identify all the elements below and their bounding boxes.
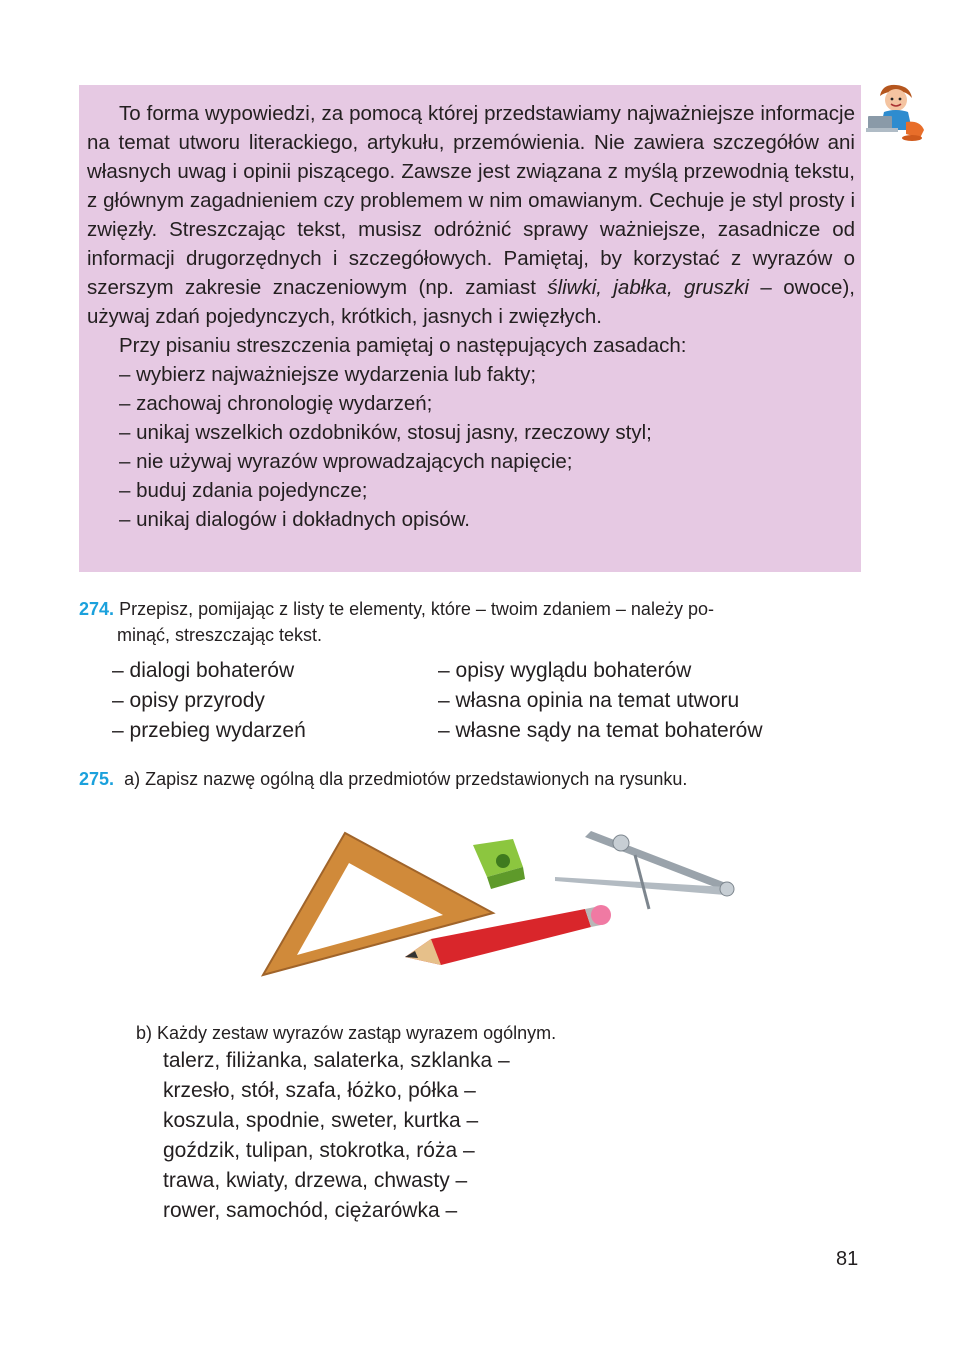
rule-item: – buduj zdania pojedyncze;: [119, 479, 368, 502]
exercise-part-a: a) Zapisz nazwę ogólną dla przedmiotów przedstawionych na rysunku.: [124, 769, 688, 789]
compass-icon: [555, 831, 734, 909]
info-paragraph-2: Przy pisaniu streszczenia pamiętaj o następujących zasadach:: [119, 334, 687, 357]
school-supplies-illustration: [255, 815, 745, 990]
word-set: goździk, tulipan, stokrotka, róża –: [163, 1139, 475, 1162]
rule-item: – zachowaj chronologię wydarzeń;: [119, 392, 433, 415]
rule-item: – unikaj dialogów i dokładnych opisów.: [119, 508, 471, 531]
exercise-274-line1: [79, 596, 869, 622]
info-text-end: – owoce), używaj zdań pojedynczych, krótkich, jasnych i zwięzłych.: [87, 276, 855, 328]
rule-item: – nie używaj wyrazów wprowadzających napięcie;: [119, 450, 573, 473]
list-item: – opisy przyrody: [112, 689, 265, 712]
boy-with-laptop-icon: [862, 82, 928, 142]
info-box: [79, 85, 861, 572]
word-set: koszula, spodnie, sweter, kurtka –: [163, 1109, 479, 1132]
rule-item: – unikaj wszelkich ozdobników, stosuj jasny, rzeczowy styl;: [119, 421, 652, 444]
exercise-number: 274.: [79, 599, 115, 619]
word-set: krzesło, stół, szafa, łóżko, półka –: [163, 1079, 476, 1102]
exercise-part-b: b) Każdy zestaw wyrazów zastąp wyrazem ogólnym.: [136, 1023, 557, 1043]
list-item: – przebieg wydarzeń: [112, 719, 306, 742]
rules-list: [87, 360, 855, 534]
word-set: talerz, filiżanka, salaterka, szklanka –: [163, 1049, 510, 1072]
rule-item: – wybierz najważniejsze wydarzenia lub fakty;: [119, 363, 537, 386]
sharpener-icon: [473, 839, 525, 889]
list-item: – dialogi bohaterów: [112, 659, 295, 682]
info-paragraph-1: [87, 99, 855, 331]
info-example-italic: śliwki, jabłka, gruszki: [547, 276, 749, 299]
exercise-number: 275.: [79, 769, 115, 789]
page-number: 81: [836, 1248, 859, 1270]
word-set: trawa, kwiaty, drzewa, chwasty –: [163, 1169, 468, 1192]
exercise-274-line2: minąć, streszczając tekst.: [117, 625, 323, 645]
info-text: To forma wypowiedzi, za pomocą której przedstawiamy najważniejsze informacje na temat utworu literackiego, artykułu, przemówienia. Nie zawiera szczegółów ani własnych uwag i opinii piszącego. Zawsze jest związana z myślą przewodnią tekstu, z głównym zagadnieniem czy problemem w nim omawianym. Cechuje je styl prosty i zwięzły. Streszczając tekst, musisz odróżnić sprawy ważniejsze, zasadnicze od informacji drugorzędnych i szczegółowych. Pamiętaj, by korzystać z wyrazów o szerszym zakresie znaczeniowym (np. zamiast: [87, 102, 855, 299]
list-column-right: [438, 656, 763, 746]
list-item: – opisy wyglądu bohaterów: [438, 659, 692, 682]
list-item: – własna opinia na temat utworu: [438, 689, 740, 712]
exercise-275: [79, 766, 687, 792]
exercise-274: [79, 596, 869, 648]
word-sets-list: [163, 1046, 510, 1226]
list-column-left: [112, 656, 306, 746]
word-set: rower, samochód, ciężarówka –: [163, 1199, 458, 1222]
exercise-instruction: Przepisz, pomijając z listy te elementy, które – twoim zdaniem – należy po-: [119, 599, 714, 619]
list-item: – własne sądy na temat bohaterów: [438, 719, 763, 742]
